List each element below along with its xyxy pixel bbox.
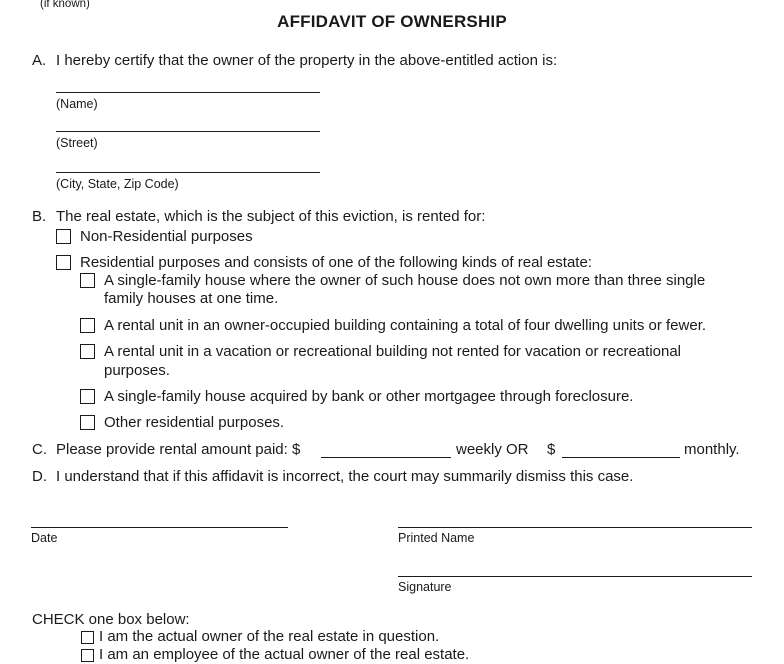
dollar-sign: $ (547, 441, 556, 458)
section-a-text: I hereby certify that the owner of the property in the above-entitled action is: (56, 52, 558, 69)
employee-of-owner-checkbox[interactable] (81, 649, 94, 662)
section-b-marker: B. (32, 208, 47, 225)
signature-field[interactable] (398, 576, 752, 577)
name-label: (Name) (56, 97, 98, 111)
printed-name-field[interactable] (398, 527, 752, 528)
weekly-or-label: weekly OR (456, 441, 529, 458)
owner-name-field[interactable] (56, 92, 320, 93)
if-known-label: (if known) (40, 0, 90, 10)
signature-label: Signature (398, 580, 452, 594)
section-d-text: I understand that if this affidavit is incorrect, the court may summarily dismiss this case. (56, 468, 634, 485)
section-b-text: The real estate, which is the subject of this eviction, is rented for: (56, 208, 486, 225)
monthly-amount-field[interactable] (562, 457, 680, 458)
date-label: Date (31, 531, 58, 545)
section-d-marker: D. (32, 468, 47, 485)
check-one-heading: CHECK one box below: (32, 611, 190, 628)
residential-checkbox[interactable] (56, 255, 71, 270)
employee-of-owner-label: I am an employee of the actual owner of the real estate. (99, 646, 470, 663)
owner-street-field[interactable] (56, 131, 320, 132)
section-c-marker: C. (32, 441, 47, 458)
monthly-label: monthly. (684, 441, 740, 458)
other-residential-checkbox[interactable] (80, 415, 95, 430)
vacation-building-checkbox[interactable] (80, 344, 95, 359)
foreclosure-checkbox[interactable] (80, 389, 95, 404)
foreclosure-label: A single-family house acquired by bank or other mortgagee through foreclosure. (104, 388, 634, 405)
page-title: AFFIDAVIT OF OWNERSHIP (277, 12, 507, 31)
actual-owner-label: I am the actual owner of the real estate in question. (99, 628, 440, 645)
owner-occupied-label: A rental unit in an owner-occupied building containing a total of four dwelling units or fewer. (104, 317, 707, 334)
vacation-building-label-line2: purposes. (104, 362, 170, 379)
single-family-label-line1: A single-family house where the owner of such house does not own more than three single (104, 272, 706, 289)
vacation-building-label-line1: A rental unit in a vacation or recreational building not rented for vacation or recreational (104, 343, 682, 360)
weekly-amount-field[interactable] (321, 457, 451, 458)
city-state-zip-label: (City, State, Zip Code) (56, 177, 179, 191)
other-residential-label: Other residential purposes. (104, 414, 285, 431)
printed-name-label: Printed Name (398, 531, 475, 545)
street-label: (Street) (56, 136, 98, 150)
owner-occupied-checkbox[interactable] (80, 318, 95, 333)
single-family-label-line2: family houses at one time. (104, 290, 279, 307)
non-residential-checkbox[interactable] (56, 229, 71, 244)
section-a-marker: A. (32, 52, 47, 69)
date-field[interactable] (31, 527, 288, 528)
single-family-checkbox[interactable] (80, 273, 95, 288)
non-residential-label: Non-Residential purposes (80, 228, 253, 245)
owner-city-field[interactable] (56, 172, 320, 173)
rental-amount-label: Please provide rental amount paid: $ (56, 441, 301, 458)
actual-owner-checkbox[interactable] (81, 631, 94, 644)
residential-label: Residential purposes and consists of one of the following kinds of real estate: (80, 254, 592, 271)
